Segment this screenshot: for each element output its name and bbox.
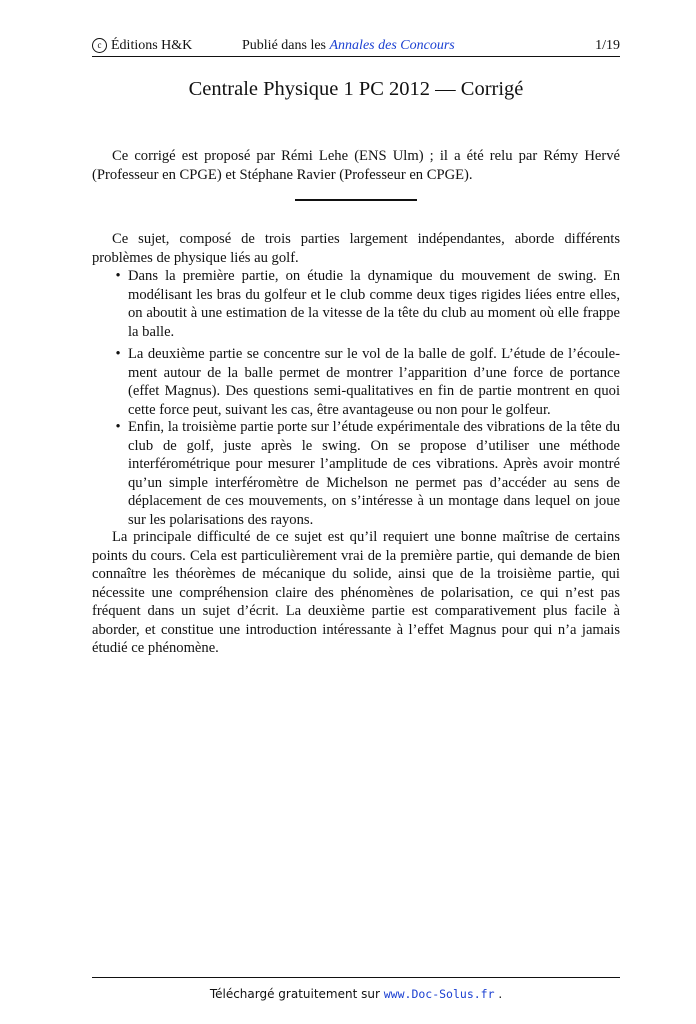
page-footer: [92, 986, 620, 1002]
section-separator: [295, 199, 417, 201]
website-link[interactable]: www.Doc-Solus.fr: [383, 987, 495, 1001]
page-number: 1/19: [595, 38, 620, 53]
footer-prefix: Téléchargé gratuitement sur: [209, 987, 384, 1001]
header-rule: [92, 56, 620, 57]
journal-link[interactable]: Annales des Concours: [329, 38, 455, 53]
page-header: [92, 37, 620, 55]
footer-rule: [92, 977, 620, 978]
credits-paragraph: Ce corrigé est proposé par Rémi Lehe (ENS Ulm) ; il a été relu par Rémy Hervé (Professeur en CPGE) et Stéphane Ravier (Professeur en CPGE).: [92, 148, 620, 183]
document-page: [92, 0, 620, 1024]
copyright-icon: c: [92, 38, 107, 53]
list-item-text: Enfin, la troisième partie porte sur l’étude expérimentale des vibrations de la tête du club de golf, juste après le swing. On se propose d’utiliser une méthode interférométrique pour mesurer l’amplitude de ces vibrations. Après avoir montré qu’un simple interféromètre de Michelson ne permet pas d’accéder au sens de déplacement de ces mouvements, on s’intéresse à un montage dans lequel on joue sur les polarisations des rayons.: [128, 419, 620, 528]
conclusion-paragraph: La principale difficulté de ce sujet est qu’il requiert une bonne maîtrise de certains points du cours. Cela est particulièrement vrai de la première partie, qui demande de bien connaître les théorèmes de mécanique du solide, ainsi que de la troisième partie, qui nécessite une compréhension claire des phénomènes de polarisation, ce qui n’est pas fréquent dans un sujet d’écrit. La deuxième partie est comparativement plus facile à aborder, et constitue une introduction intéressante à l’effet Magnus pour qui n’a jamais étudié ce phénomène.: [92, 529, 620, 656]
bullet-icon: •: [115, 268, 121, 284]
document-title: Centrale Physique 1 PC 2012 — Corrigé: [188, 78, 524, 100]
publication-note: [242, 37, 455, 55]
list-item-text: La deuxième partie se concentre sur le vol de la balle de golf. L’étude de l’écoulement autour de la balle permet de montrer l’apparition d’une force de portance (effet Magnus). Des questions semi-qualitatives en fin de partie montrent en quoi cette force peut, suivant les cas, être avantageuse ou non pour le golfeur.: [128, 346, 620, 418]
list-item-text: Dans la première partie, on étudie la dynamique du mouvement de swing. En modélisant les bras du golfeur et le club comme deux tiges rigides liées entre elles, on aboutit à une estimation de la vitesse de la tête du club au moment où elle frappe la balle.: [128, 268, 620, 340]
publisher-credit: [92, 37, 192, 55]
intro-paragraph: Ce sujet, composé de trois parties largement indépendantes, aborde différents problèmes de physique liés au golf.: [92, 231, 620, 266]
published-in-label: Publié dans les: [242, 38, 330, 53]
bullet-icon: •: [115, 346, 121, 362]
footer-suffix: .: [494, 987, 503, 1001]
bullet-icon: •: [115, 419, 121, 435]
publisher-name: Éditions H&K: [111, 38, 193, 53]
